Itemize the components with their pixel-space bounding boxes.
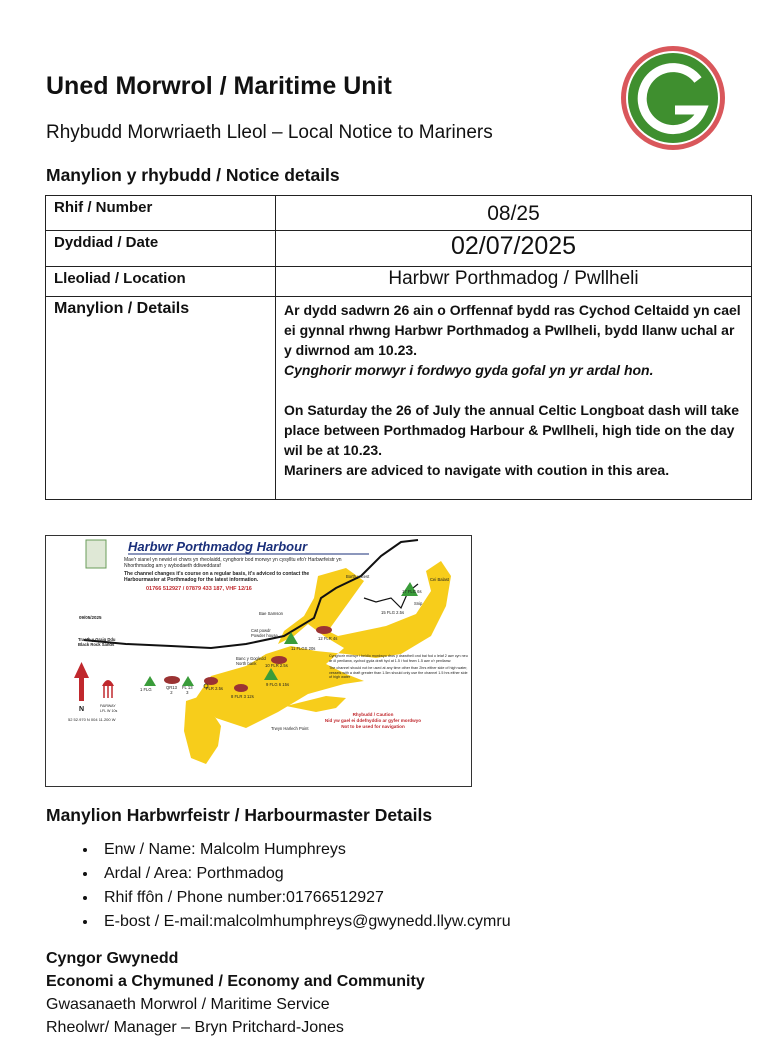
- page-title: Uned Morwrol / Maritime Unit: [46, 72, 392, 100]
- buoy-label-3: FL 13 3: [182, 685, 193, 695]
- place-harlech-point: Trwyn Harlech Point: [271, 726, 309, 731]
- map-intro-welsh: Mae'r sianel yn newid ei chwrs yn rheolaidd, cynghorir bod morwyr yn cysylltu efo'r Harbwrfeistr yn Nhorthmadog am y wybodaeth ddiweddaraf: [124, 557, 342, 569]
- harbourmaster-heading: Manylion Harbwrfeistr / Harbourmaster Details: [46, 805, 433, 825]
- buoy-label-17: 17 FLG 6s: [402, 589, 422, 594]
- details-english-advice: Mariners are adviced to navigate with coution in this area.: [284, 462, 670, 478]
- buoy-label-8: 8 FLR 3 12s: [231, 694, 254, 699]
- map-caution-english: Not to be used for navigation: [341, 724, 405, 729]
- notice-details-heading: Manylion y rhybudd / Notice details: [46, 165, 340, 185]
- map-intro-english: The channel changes it's course on a regular basis, it's adviced to contact the Harbourmaster at Porthmadog for the latest information.: [124, 571, 310, 583]
- map-caution-title: Rhybudd / Caution: [352, 712, 394, 717]
- fairway-coords: 52 52.970 N 004 11.200 W: [68, 717, 116, 722]
- list-item: • Ardal / Area: Porthmadog: [98, 862, 511, 886]
- location-value: Harbwr Porthmadog / Pwllheli: [276, 267, 752, 297]
- fairway-label: FAIRWAY LFL W 10s: [100, 704, 118, 713]
- gwynedd-logo-icon: [619, 44, 727, 152]
- details-label: Manylion / Details: [46, 297, 276, 500]
- details-text: [276, 297, 752, 500]
- footer-service: Gwasanaeth Morwrol / Maritime Service: [46, 996, 330, 1013]
- details-english: On Saturday the 26 of July the annual Celtic Longboat dash will take place between Porthmadog Harbour & Pwllheli, high tide on the day wil be at 10.23.: [284, 402, 740, 458]
- footer-department: Economi a Chymuned / Economy and Community: [46, 973, 425, 990]
- buoy-label-15: 15 FLG 2.5s: [381, 610, 405, 615]
- table-row: [46, 297, 752, 500]
- footer-manager: Rheolwr/ Manager – Bryn Pritchard-Jones: [46, 1019, 344, 1036]
- location-label: Lleoliad / Location: [46, 267, 276, 297]
- footer: [46, 947, 425, 1039]
- footer-council: Cyngor Gwynedd: [46, 950, 179, 967]
- buoy-label-1: 1 FLG: [140, 687, 152, 692]
- harbour-map: [45, 535, 472, 787]
- buoy-label-11: 11 FLGS 20s: [291, 646, 316, 651]
- place-cei-balast: Cei Balast: [430, 577, 450, 582]
- details-welsh: Ar dydd sadwrn 26 ain o Orffennaf bydd ras Cychod Celtaidd yn cael ei gynnal rhwng Harbwr Porthmadog a Pwllheli, bydd llanw uchal ar y diwrnod am 10.23.: [284, 302, 741, 358]
- buoy-label-2: QR13 2: [166, 685, 177, 695]
- place-borth-y-gest: Borth y Gest: [346, 574, 370, 579]
- map-phones: 01766 512927 / 07879 433 187, VHF 12/16: [146, 586, 252, 592]
- table-row: [46, 231, 752, 267]
- buoy-label-4: FLR 2.5s: [206, 686, 223, 691]
- map-advice-english: The channel should not be used at any time other than 2hrs either side of high water, vessels with a draft greater than 1.5m should only use the channel 1.5 hrs either side of high water: [329, 666, 468, 680]
- page-subtitle: Rhybudd Morwriaeth Lleol – Local Notice to Mariners: [46, 122, 493, 143]
- notice-details-table: [45, 195, 752, 500]
- map-date: 09/05/2025: [79, 615, 102, 620]
- list-item: • Rhif ffôn / Phone number:01766512927: [98, 886, 511, 910]
- harbourmaster-list: [46, 838, 511, 934]
- table-row: [46, 267, 752, 297]
- number-value: 08/25: [276, 196, 752, 231]
- place-snip: Snip: [414, 601, 423, 606]
- map-caution-welsh: Nid yw gael ei ddefnyddio ar gyfer mordwyo: [324, 718, 422, 723]
- buoy-label-10: 10 FLR 2.5s: [265, 663, 288, 668]
- north-label: N: [79, 706, 85, 713]
- list-item[interactable]: • E-bost / E-mail:malcolmhumphreys@gwynedd.llyw.cymru: [98, 910, 511, 934]
- place-black-rock: Traeth y Graig Ddu Black Rock Sands: [78, 637, 116, 647]
- buoy-label-12: 12 FLR 4s: [318, 636, 338, 641]
- number-label: Rhif / Number: [46, 196, 276, 231]
- place-bae-samson: Bae Samson: [259, 611, 283, 616]
- table-row: [46, 196, 752, 231]
- map-advice-welsh: Cynghorir morwyr i beidio mordwyo dros y drawthell ond bai fod o leiaf 2 awr cyn neu ar ôl penllanw, cychod gyda draft hyd at 1.5 i fod fewn 1.5 awr o'r penllanw.: [329, 654, 468, 663]
- place-powder-house: Cwt powdr Powder house: [251, 628, 278, 638]
- place-north-bank: Banc y Gogledd North bank: [236, 656, 266, 666]
- date-value: 02/07/2025: [276, 231, 752, 267]
- map-title: Harbwr Porthmadog Harbour: [128, 539, 308, 554]
- date-label: Dyddiad / Date: [46, 231, 276, 267]
- buoy-label-9: 9 FLG 6 15s: [266, 682, 290, 687]
- list-item: • Enw / Name: Malcolm Humphreys: [98, 838, 511, 862]
- details-welsh-advice: Cynghorir morwyr i fordwyo gyda gofal yn yr ardal hon.: [284, 362, 654, 378]
